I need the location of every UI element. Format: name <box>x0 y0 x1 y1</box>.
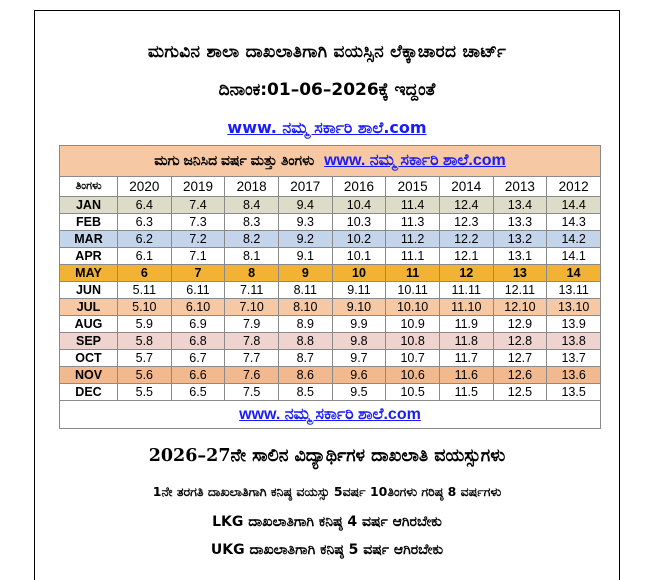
age-cell: 7 <box>171 265 225 282</box>
age-cell: 9.6 <box>332 367 386 384</box>
year-header: 2017 <box>278 177 332 197</box>
month-cell: JAN <box>60 197 118 214</box>
website-link-top[interactable]: www. ನಮ್ಮ ಸರ್ಕಾರಿ ಶಾಲೆ.com <box>227 118 427 137</box>
table-header-row <box>60 146 601 177</box>
age-cell: 12.10 <box>493 299 547 316</box>
age-cell: 5.8 <box>118 333 172 350</box>
age-cell: 10.10 <box>386 299 440 316</box>
year-header: 2019 <box>171 177 225 197</box>
year-header: 2014 <box>439 177 493 197</box>
age-cell: 9 <box>278 265 332 282</box>
age-cell: 13.3 <box>493 214 547 231</box>
first-standard-age-rule: 1ನೇ ತರಗತಿ ದಾಖಲಾತಿಗಾಗಿ ಕನಿಷ್ಠ ವಯಸ್ಸು 5ವರ್ಷ 10ತಿಂಗಳು ಗರಿಷ್ಠ 8 ವರ್ಷಗಳು <box>152 484 502 499</box>
age-cell: 12.4 <box>439 197 493 214</box>
age-cell: 10.7 <box>386 350 440 367</box>
age-chart-table <box>59 145 601 429</box>
age-cell: 5.5 <box>118 384 172 401</box>
age-cell: 12 <box>439 265 493 282</box>
age-cell: 7.1 <box>171 248 225 265</box>
age-cell: 11.2 <box>386 231 440 248</box>
age-cell: 13 <box>493 265 547 282</box>
age-cell: 11.4 <box>386 197 440 214</box>
age-cell: 10.6 <box>386 367 440 384</box>
age-cell: 14.2 <box>547 231 601 248</box>
age-cell: 7.11 <box>225 282 279 299</box>
year-header: 2018 <box>225 177 279 197</box>
year-header: 2013 <box>493 177 547 197</box>
age-cell: 9.8 <box>332 333 386 350</box>
age-cell: 10.4 <box>332 197 386 214</box>
age-cell: 14 <box>547 265 601 282</box>
age-cell: 13.2 <box>493 231 547 248</box>
age-cell: 7.2 <box>171 231 225 248</box>
month-cell: DEC <box>60 384 118 401</box>
age-cell: 7.5 <box>225 384 279 401</box>
age-cell: 5.7 <box>118 350 172 367</box>
age-cell: 7.6 <box>225 367 279 384</box>
month-cell: OCT <box>60 350 118 367</box>
age-cell: 13.4 <box>493 197 547 214</box>
age-cell: 8.11 <box>278 282 332 299</box>
age-cell: 6.10 <box>171 299 225 316</box>
age-cell: 8.8 <box>278 333 332 350</box>
years-row <box>60 177 601 197</box>
month-cell: MAR <box>60 231 118 248</box>
age-cell: 10.8 <box>386 333 440 350</box>
table-row <box>60 384 601 401</box>
age-cell: 10.1 <box>332 248 386 265</box>
age-cell: 14.3 <box>547 214 601 231</box>
age-cell: 7.10 <box>225 299 279 316</box>
age-cell: 13.5 <box>547 384 601 401</box>
date-line: ದಿನಾಂಕ:01–06–2026ಕ್ಕೆ ಇದ್ದಂತೆ <box>218 80 436 100</box>
age-cell: 12.3 <box>439 214 493 231</box>
age-cell: 7.8 <box>225 333 279 350</box>
website-link-header[interactable]: www. ನಮ್ಮ ಸರ್ಕಾರಿ ಶಾಲೆ.com <box>324 152 506 169</box>
page-title: ಮಗುವಿನ ಶಾಲಾ ದಾಖಲಾತಿಗಾಗಿ ವಯಸ್ಸಿನ ಲೆಕ್ಕಾಚಾರದ ಚಾರ್ಟ್ <box>147 42 507 62</box>
age-cell: 8.9 <box>278 316 332 333</box>
age-cell: 11.9 <box>439 316 493 333</box>
age-cell: 6.5 <box>171 384 225 401</box>
age-cell: 9.10 <box>332 299 386 316</box>
table-row <box>60 350 601 367</box>
age-cell: 11.7 <box>439 350 493 367</box>
age-cell: 5.9 <box>118 316 172 333</box>
age-cell: 13.9 <box>547 316 601 333</box>
month-cell: APR <box>60 248 118 265</box>
age-cell: 13.11 <box>547 282 601 299</box>
table-footer-row <box>60 401 601 429</box>
year-header: 2016 <box>332 177 386 197</box>
month-cell: MAY <box>60 265 118 282</box>
age-cell: 9.5 <box>332 384 386 401</box>
table-row <box>60 367 601 384</box>
age-cell: 11.1 <box>386 248 440 265</box>
month-cell: NOV <box>60 367 118 384</box>
age-cell: 8.7 <box>278 350 332 367</box>
age-cell: 6.2 <box>118 231 172 248</box>
age-cell: 9.3 <box>278 214 332 231</box>
age-cell: 8.1 <box>225 248 279 265</box>
table-row <box>60 282 601 299</box>
age-cell: 7.9 <box>225 316 279 333</box>
age-cell: 12.7 <box>493 350 547 367</box>
year-header: 2015 <box>386 177 440 197</box>
age-cell: 14.4 <box>547 197 601 214</box>
age-cell: 8.3 <box>225 214 279 231</box>
age-cell: 12.6 <box>493 367 547 384</box>
age-cell: 12.5 <box>493 384 547 401</box>
month-cell: SEP <box>60 333 118 350</box>
age-cell: 6.1 <box>118 248 172 265</box>
table-row <box>60 231 601 248</box>
age-cell: 8.6 <box>278 367 332 384</box>
age-cell: 8 <box>225 265 279 282</box>
age-cell: 9.11 <box>332 282 386 299</box>
age-cell: 13.8 <box>547 333 601 350</box>
website-link-footer[interactable]: www. ನಮ್ಮ ಸರ್ಕಾರಿ ಶಾಲೆ.com <box>239 405 421 423</box>
age-cell: 7.7 <box>225 350 279 367</box>
table-header-label: ಮಗು ಜನಿಸಿದ ವರ್ಷ ಮತ್ತು ತಿಂಗಳು <box>154 152 315 168</box>
age-cell: 6 <box>118 265 172 282</box>
age-cell: 6.9 <box>171 316 225 333</box>
age-cell: 9.1 <box>278 248 332 265</box>
age-cell: 10.2 <box>332 231 386 248</box>
age-cell: 6.11 <box>171 282 225 299</box>
enrollment-ages-subtitle: 2026–27ನೇ ಸಾಲಿನ ವಿದ್ಯಾರ್ಥಿಗಳ ದಾಖಲಾತಿ ವಯಸ್ಸುಗಳು <box>148 446 506 466</box>
age-cell: 13.7 <box>547 350 601 367</box>
age-cell: 6.3 <box>118 214 172 231</box>
age-cell: 12.11 <box>493 282 547 299</box>
age-cell: 8.2 <box>225 231 279 248</box>
age-cell: 12.9 <box>493 316 547 333</box>
age-cell: 11 <box>386 265 440 282</box>
age-cell: 12.1 <box>439 248 493 265</box>
month-cell: FEB <box>60 214 118 231</box>
age-cell: 12.2 <box>439 231 493 248</box>
age-cell: 9.4 <box>278 197 332 214</box>
lkg-age-rule: LKG ದಾಖಲಾತಿಗಾಗಿ ಕನಿಷ್ಠ 4 ವರ್ಷ ಆಗಿರಬೇಕು <box>212 514 442 530</box>
age-cell: 10.11 <box>386 282 440 299</box>
age-cell: 9.9 <box>332 316 386 333</box>
year-header: 2012 <box>547 177 601 197</box>
age-cell: 12.8 <box>493 333 547 350</box>
age-cell: 9.2 <box>278 231 332 248</box>
table-row <box>60 265 601 282</box>
table-row <box>60 299 601 316</box>
table-row <box>60 248 601 265</box>
age-cell: 6.7 <box>171 350 225 367</box>
age-cell: 13.10 <box>547 299 601 316</box>
age-cell: 11.6 <box>439 367 493 384</box>
age-cell: 5.11 <box>118 282 172 299</box>
month-cell: JUL <box>60 299 118 316</box>
age-cell: 6.4 <box>118 197 172 214</box>
age-cell: 10 <box>332 265 386 282</box>
age-cell: 7.3 <box>171 214 225 231</box>
age-cell: 5.6 <box>118 367 172 384</box>
age-cell: 7.4 <box>171 197 225 214</box>
month-cell: JUN <box>60 282 118 299</box>
age-cell: 14.1 <box>547 248 601 265</box>
age-cell: 8.5 <box>278 384 332 401</box>
age-cell: 11.8 <box>439 333 493 350</box>
table-row <box>60 333 601 350</box>
age-cell: 8.10 <box>278 299 332 316</box>
age-cell: 13.6 <box>547 367 601 384</box>
months-column-label: ತಿಂಗಳು <box>60 177 118 197</box>
age-cell: 11.5 <box>439 384 493 401</box>
age-cell: 10.3 <box>332 214 386 231</box>
age-cell: 11.3 <box>386 214 440 231</box>
age-cell: 8.4 <box>225 197 279 214</box>
month-cell: AUG <box>60 316 118 333</box>
table-row <box>60 214 601 231</box>
age-cell: 6.6 <box>171 367 225 384</box>
age-cell: 5.10 <box>118 299 172 316</box>
age-cell: 10.5 <box>386 384 440 401</box>
year-header: 2020 <box>118 177 172 197</box>
age-cell: 11.11 <box>439 282 493 299</box>
age-cell: 13.1 <box>493 248 547 265</box>
age-cell: 9.7 <box>332 350 386 367</box>
age-cell: 10.9 <box>386 316 440 333</box>
age-cell: 11.10 <box>439 299 493 316</box>
table-row <box>60 197 601 214</box>
age-cell: 6.8 <box>171 333 225 350</box>
ukg-age-rule: UKG ದಾಖಲಾತಿಗಾಗಿ ಕನಿಷ್ಠ 5 ವರ್ಷ ಆಗಿರಬೇಕು <box>210 542 444 558</box>
table-row <box>60 316 601 333</box>
